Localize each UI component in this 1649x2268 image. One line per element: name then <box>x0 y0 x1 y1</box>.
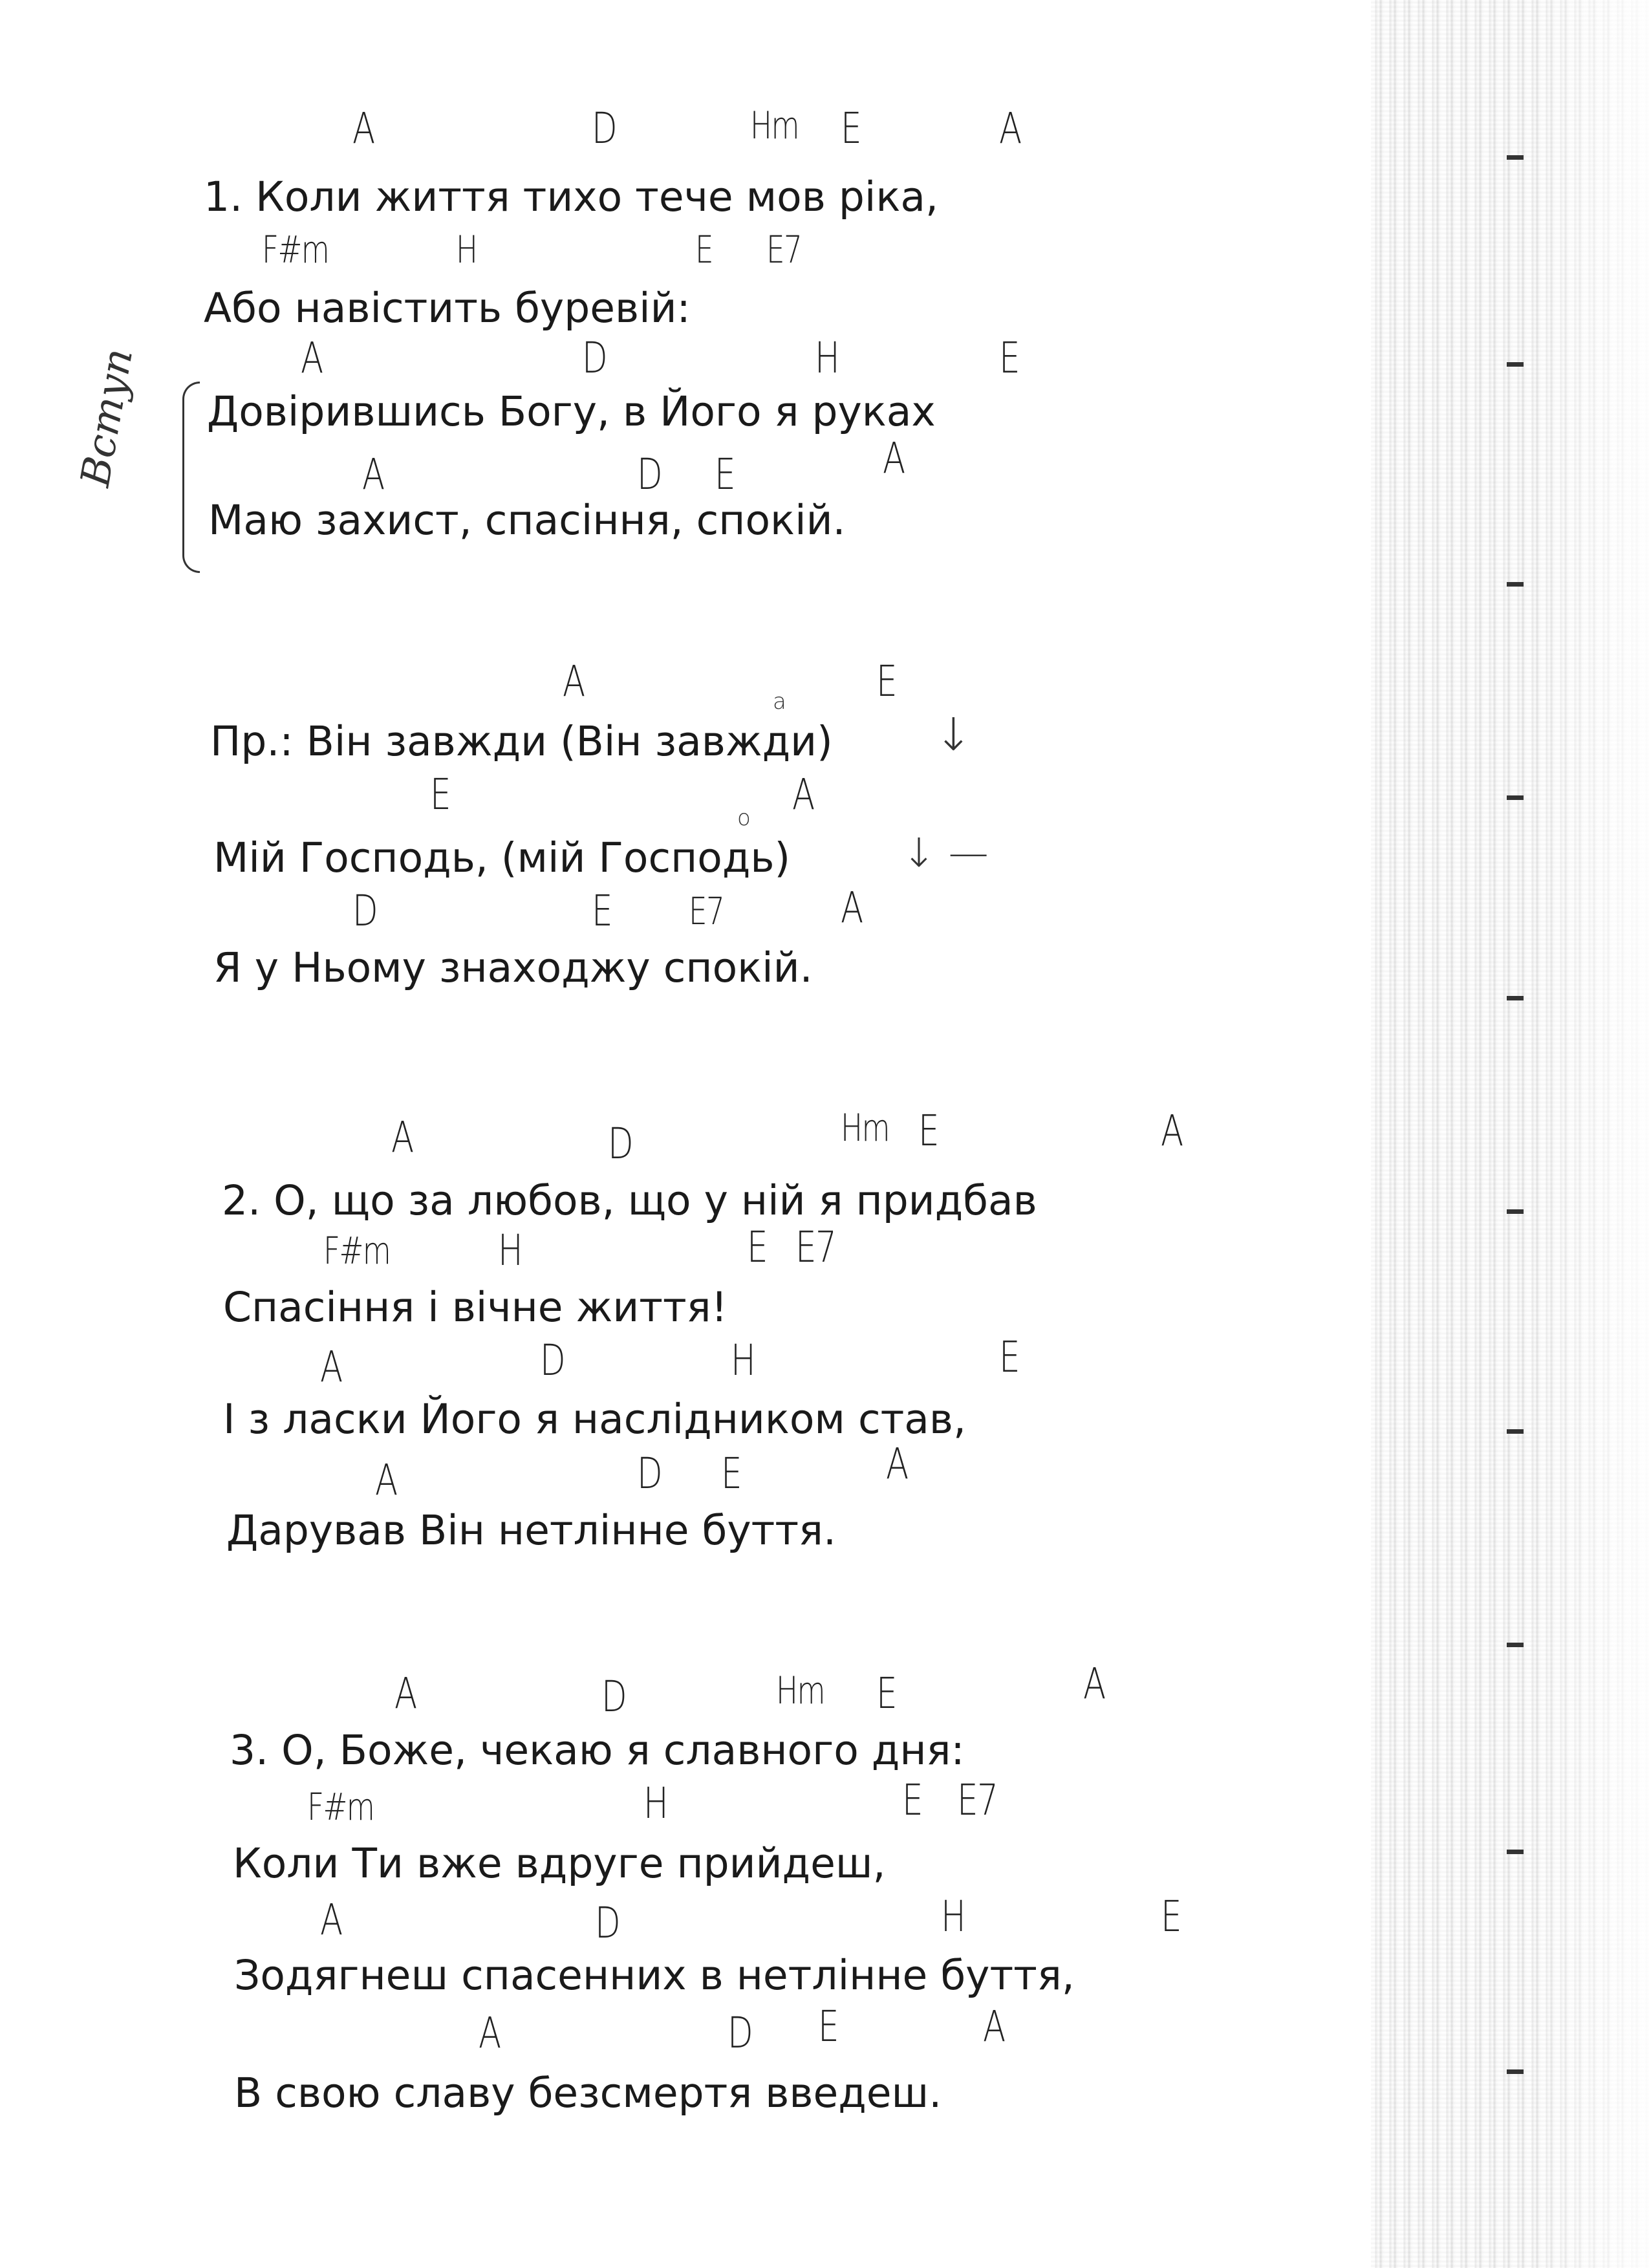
verse3-line1: 3. О, Боже, чекаю я славного дня: <box>230 1727 965 1774</box>
chord: A <box>301 333 323 383</box>
small-annotation: o <box>737 805 751 831</box>
chord: A <box>1161 1106 1183 1156</box>
scan-tick-mark <box>1507 1850 1524 1854</box>
chord: E <box>715 449 735 499</box>
chord: E7 <box>689 889 724 933</box>
chord: E <box>999 333 1019 383</box>
chord: E <box>841 103 861 153</box>
chord: D <box>540 1335 565 1385</box>
verse2-line3: І з ласки Його я наслідником став, <box>223 1396 967 1443</box>
chord: Hm <box>776 1669 824 1712</box>
chord: A <box>883 433 905 483</box>
chord: E <box>721 1449 741 1498</box>
chord: E <box>430 770 450 819</box>
chord: D <box>582 333 607 383</box>
chord: A <box>362 449 384 499</box>
chord: H <box>941 1892 965 1941</box>
verse1-line2: Або навістить буревій: <box>204 285 691 332</box>
verse1-line4: Маю захист, спасіння, спокій. <box>208 497 846 544</box>
chord: D <box>637 449 662 499</box>
chord: E <box>818 2002 838 2051</box>
verse3-line2: Коли Ти вже вдруге прийдеш, <box>233 1840 886 1887</box>
chord: D <box>637 1449 662 1498</box>
verse3-line4: В свою славу безсмертя введеш. <box>234 2069 942 2117</box>
verse2-line1: 2. О, що за любов, що у ній я придбав <box>222 1177 1037 1224</box>
small-annotation: a <box>773 689 786 715</box>
chord: E <box>876 656 896 706</box>
scan-tick-mark <box>1507 795 1524 800</box>
scan-tick-mark <box>1507 1209 1524 1214</box>
chord: E <box>1161 1892 1181 1941</box>
scan-tick-mark <box>1507 1643 1524 1647</box>
chord: E <box>592 886 612 936</box>
scan-tick-mark <box>1507 996 1524 1000</box>
arrow-down-icon: ↓ <box>934 708 973 761</box>
chord: F#m <box>262 228 329 272</box>
chord: A <box>320 1895 342 1945</box>
chord: E <box>918 1106 938 1156</box>
chorus-line2: Мій Господь, (мій Господь) <box>213 834 791 881</box>
chord: H <box>643 1778 668 1828</box>
chord: H <box>815 333 839 383</box>
chord: H <box>731 1335 755 1385</box>
verse2-line2: Спасіння і вічне життя! <box>223 1284 727 1331</box>
chord: E7 <box>957 1775 998 1825</box>
chord: A <box>792 770 814 819</box>
scan-tick-mark <box>1507 362 1524 367</box>
vocal-bracket <box>182 382 200 573</box>
scan-tick-mark <box>1507 582 1524 587</box>
chord: D <box>727 2008 753 2058</box>
chord: A <box>983 2002 1005 2051</box>
chord: A <box>320 1342 342 1392</box>
chord: A <box>352 103 374 153</box>
verse1-line3: Довірившись Богу, в Його я руках <box>207 388 936 435</box>
chord: E <box>876 1669 896 1718</box>
chord: E7 <box>766 228 802 272</box>
chord: A <box>479 2008 501 2058</box>
chord: A <box>1083 1659 1105 1709</box>
chorus-line3: Я у Ньому знаходжу спокій. <box>213 944 813 991</box>
chord: H <box>498 1226 523 1275</box>
chord: E <box>695 228 713 272</box>
chord: D <box>601 1672 627 1722</box>
chord: A <box>841 883 863 933</box>
chord: A <box>563 656 585 706</box>
scanner-edge-artifact <box>1371 0 1649 2268</box>
chord: E <box>902 1775 922 1825</box>
chord: H <box>456 228 477 272</box>
chord: Hm <box>841 1106 889 1150</box>
chord: A <box>886 1439 908 1489</box>
chord: D <box>595 1898 620 1948</box>
verse2-line4: Дарував Він нетлінне буття. <box>226 1507 836 1554</box>
scan-tick-mark <box>1507 155 1524 160</box>
chord: F#m <box>323 1229 391 1273</box>
scan-tick-mark <box>1507 1429 1524 1434</box>
chorus-line1: Пр.: Він завжди (Він завжди) <box>210 718 833 765</box>
chord: F#m <box>307 1785 374 1829</box>
chord: E <box>747 1222 767 1272</box>
chord: D <box>352 886 378 936</box>
verse1-line1: 1. Коли життя тихо тече мов ріка, <box>204 173 939 221</box>
chord: A <box>999 103 1021 153</box>
chord: Hm <box>750 103 799 147</box>
chord: D <box>592 103 617 153</box>
chord: A <box>375 1455 397 1505</box>
verse3-line3: Зодягнеш спасенних в нетлінне буття, <box>234 1952 1075 1999</box>
vocal-side-note: Вступ <box>71 345 142 490</box>
scan-tick-mark <box>1507 2069 1524 2074</box>
chord: A <box>394 1669 416 1718</box>
chord: D <box>608 1119 633 1169</box>
arrow-down-icon: ↓ — <box>902 829 989 876</box>
chord: E <box>999 1332 1019 1382</box>
chord: A <box>391 1112 413 1162</box>
chord: E7 <box>795 1222 836 1272</box>
